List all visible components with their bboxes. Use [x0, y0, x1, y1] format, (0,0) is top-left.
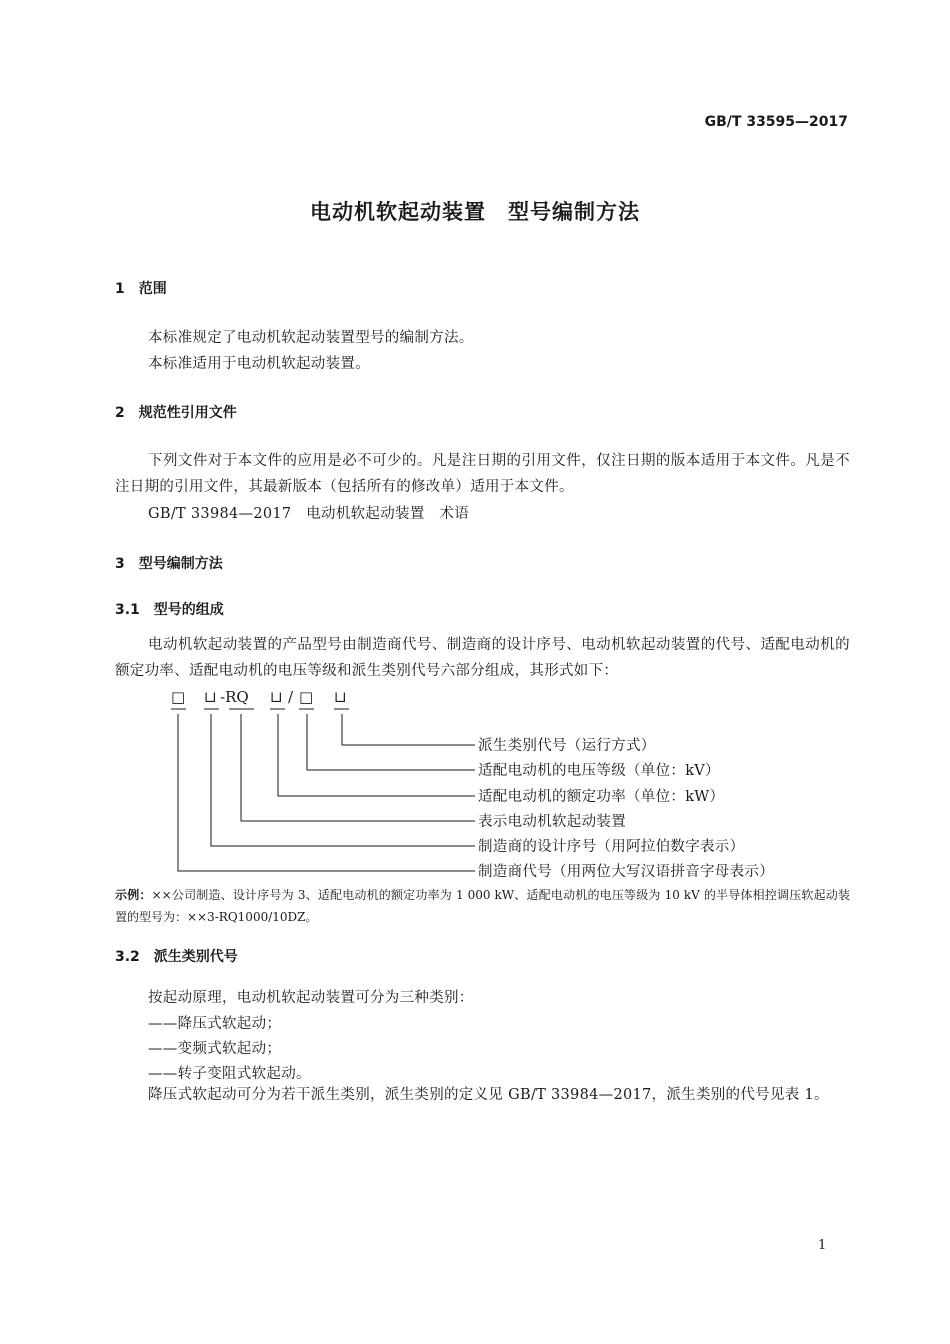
normative-reference: GB/T 33984—2017 电动机软起动装置 术语	[148, 506, 470, 522]
code-box-derivative: ⊔	[334, 688, 347, 706]
section-3-1-paragraph: 电动机软起动装置的产品型号由制造商代号、制造商的设计序号、电动机软起动装置的代号、适配电动机的额定功率、适配电动机的电压等级和派生类别代号六部分组成，其形式如下：	[115, 637, 850, 679]
code-slash: /	[288, 688, 294, 706]
standard-number: GB/T 33595—2017	[704, 114, 848, 130]
example-note	[115, 884, 850, 928]
label-soft-starter: 表示电动机软起动装置	[478, 814, 626, 830]
label-manufacturer-code: 制造商代号（用两位大写汉语拼音字母表示）	[478, 864, 774, 880]
section-3-1-heading: 3.1 型号的组成	[115, 602, 224, 618]
leader-derivative	[342, 714, 475, 745]
section-3-heading: 3 型号编制方法	[115, 556, 223, 572]
page-title: 电动机软起动装置 型号编制方法	[310, 200, 640, 224]
code-box-voltage: □	[299, 688, 314, 706]
example-label: 示例：	[115, 888, 152, 902]
label-design-number: 制造商的设计序号（用阿拉伯数字表示）	[478, 839, 745, 855]
section-3-2-heading: 3.2 派生类别代号	[115, 949, 238, 965]
list-item: ——变频式软起动；	[148, 1041, 282, 1057]
list-item: ——转子变阻式软起动。	[148, 1066, 311, 1082]
section-3-2-paragraph-1: 按起动原理，电动机软起动装置可分为三种类别：	[148, 990, 474, 1006]
leader-design-number	[211, 714, 475, 846]
list-item: ——降压式软起动；	[148, 1016, 282, 1032]
section-2-heading: 2 规范性引用文件	[115, 405, 237, 421]
label-voltage-level: 适配电动机的电压等级（单位：kV）	[478, 763, 720, 779]
code-box-manufacturer: □	[171, 688, 186, 706]
code-box-design-number: ⊔	[204, 688, 217, 706]
section-1-heading: 1 范围	[115, 281, 167, 297]
code-rq: -RQ	[220, 688, 249, 706]
model-code-diagram	[0, 680, 950, 880]
code-box-power: ⊔	[270, 688, 283, 706]
page-number: 1	[818, 1238, 827, 1253]
leader-manufacturer	[178, 714, 475, 871]
section-1-paragraph-1: 本标准规定了电动机软起动装置型号的编制方法。	[148, 330, 474, 346]
example-text: ××公司制造、设计序号为 3、适配电动机的额定功率为 1 000 kW、适配电动机的电压等级为 10 kV 的半导体相控调压软起动装置的型号为：××3-RQ1000/10DZ。	[115, 888, 850, 924]
leader-power	[278, 714, 475, 796]
label-rated-power: 适配电动机的额定功率（单位：kW）	[478, 789, 725, 805]
section-2-paragraph: 下列文件对于本文件的应用是必不可少的。凡是注日期的引用文件，仅注日期的版本适用于本文件。凡是不注日期的引用文件，其最新版本（包括所有的修改单）适用于本文件。	[115, 453, 850, 495]
label-derivative-code: 派生类别代号（运行方式）	[478, 738, 656, 754]
section-3-2-paragraph-2: 降压式软起动可分为若干派生类别，派生类别的定义见 GB/T 33984—2017，派生类别的代号见表 1。	[148, 1087, 829, 1103]
leader-voltage	[307, 714, 475, 770]
leader-rq	[241, 714, 475, 821]
section-1-paragraph-2: 本标准适用于电动机软起动装置。	[148, 356, 370, 372]
